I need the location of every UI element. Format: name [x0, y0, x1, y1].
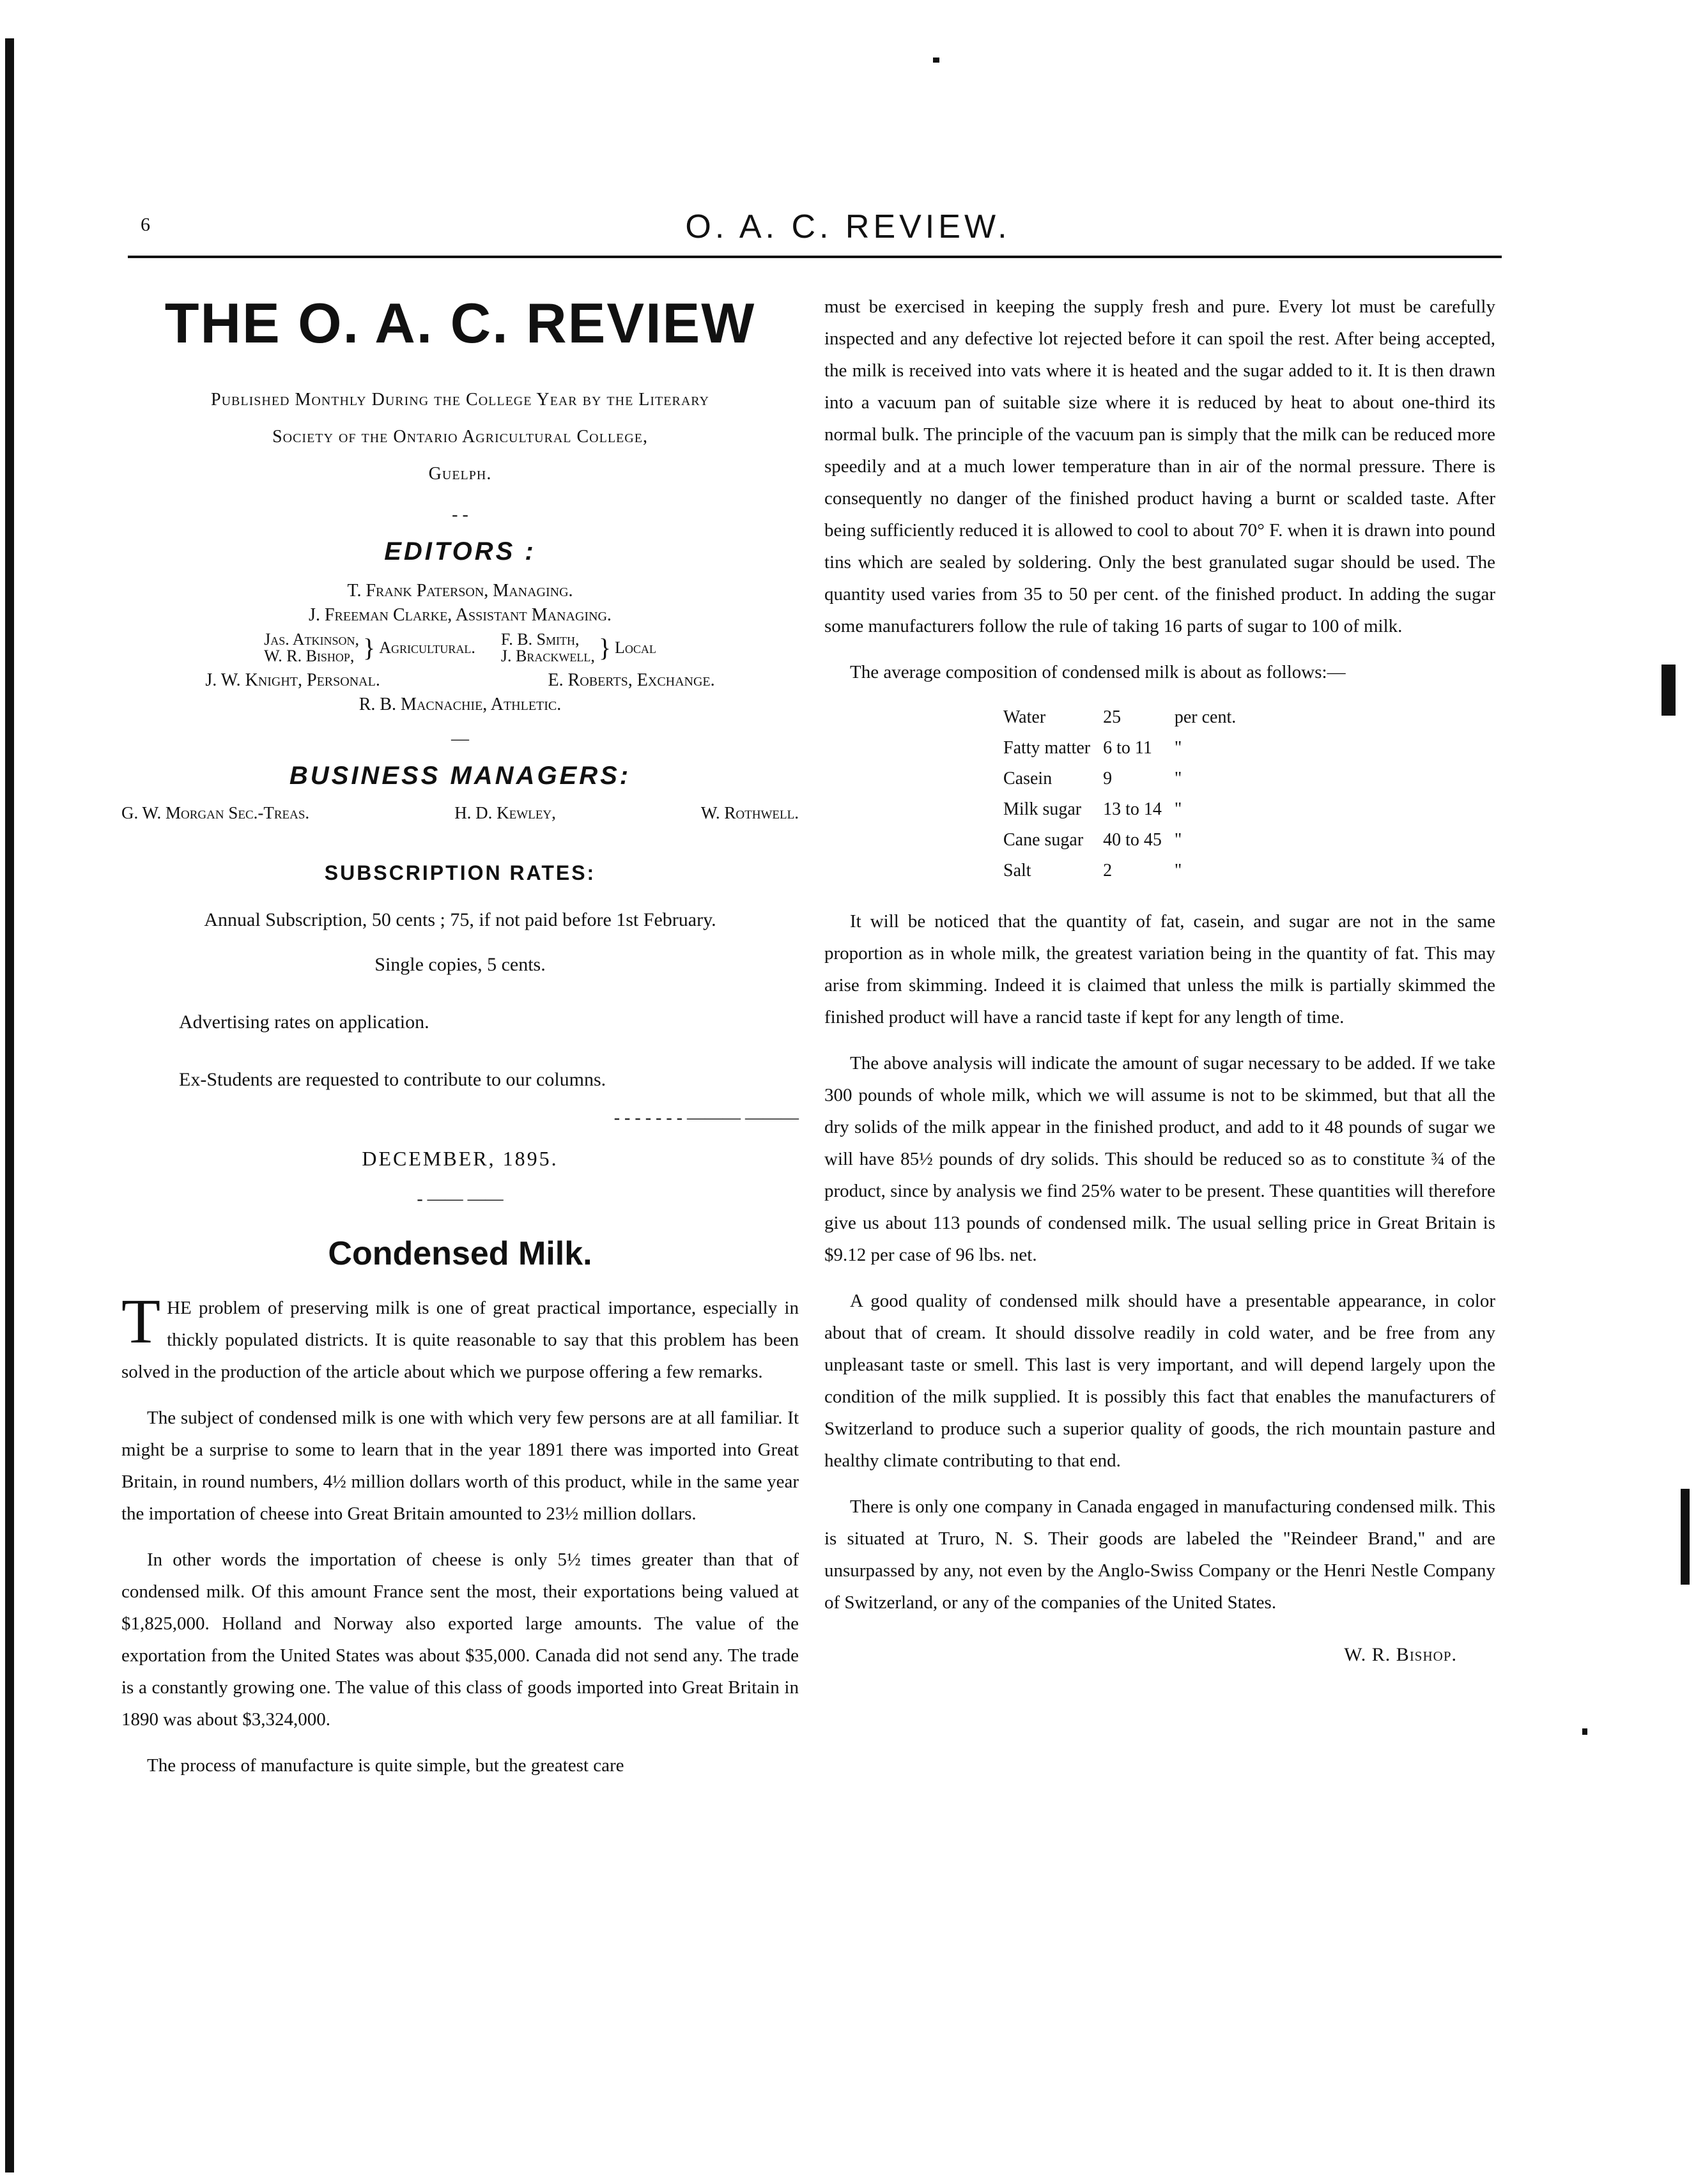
- article-paragraph: THE problem of preserving milk is one of great practical importance, especially in thickly populated districts. It is quite reasonable to say that this problem has been solved in the production of the article about which we purpose offering a few remarks.: [121, 1286, 799, 1382]
- separator: - -: [452, 505, 468, 525]
- editor-managing: T. Frank Paterson, Managing.: [347, 581, 573, 601]
- article-paragraph: The average composition of condensed milk is about as follows:—: [850, 662, 1346, 682]
- editors-personal-exchange: [121, 668, 799, 693]
- composition-value: 9: [1103, 769, 1113, 788]
- editor-athletic: R. B. Macnachie, Athletic.: [358, 695, 562, 714]
- composition-row: [1003, 825, 1249, 856]
- editor-agri-2: W. R. Bishop,: [264, 647, 355, 665]
- composition-value: 2: [1103, 861, 1113, 881]
- business-managers: [121, 803, 799, 823]
- separator: —: [451, 729, 469, 749]
- editors-agri-local: [121, 631, 799, 665]
- author-signature: W. R. Bishop.: [1344, 1644, 1457, 1665]
- publisher-line: Society of the Ontario Agricultural College,: [272, 427, 648, 447]
- masthead-title: THE O. A. C. REVIEW: [164, 291, 756, 355]
- editor-exchange: E. Roberts, Exchange.: [548, 670, 715, 690]
- editor-local-2: J. Brackwell,: [500, 647, 595, 665]
- editor-agri-1: Jas. Atkinson,: [264, 630, 360, 649]
- header-rule: [128, 256, 1502, 258]
- article-paragraph: The above analysis will indicate the amount of sugar necessary to be added. If we take 300 pounds of whole milk, which we will assume is not to be skimmed, but that all the dry solids of the milk appear in the finished product, and add to it 48 pounds of sugar we will have 85½ pounds of dry solids. This should be reduced so as to constitute ¾ of the product, since by analysis we find 25% water to be present. These quantities will therefore give us about 113 pounds of condensed milk. The usual selling price in Great Britain is $9.12 per case of 96 lbs. net.: [824, 1053, 1495, 1265]
- subscription-single: Single copies, 5 cents.: [374, 954, 546, 975]
- ink-speck: [933, 58, 939, 63]
- separator: - —— ——: [417, 1189, 504, 1209]
- exstudents-note: Ex-Students are requested to contribute to our columns.: [179, 1069, 606, 1090]
- page-number: 6: [141, 214, 150, 235]
- composition-row: [1003, 764, 1249, 794]
- composition-item: Fatty matter: [1003, 738, 1091, 758]
- article-paragraph: The subject of condensed milk is one with which very few persons are at all familiar. It might be a surprise to some to learn that in the year 1891 there was imported into Great Britain, in round numbers, 4½ million dollars worth of this product, while in the same year the importation of cheese into Great Britain amounted to 23½ million dollars.: [121, 1408, 799, 1524]
- publisher-place: Guelph.: [428, 464, 492, 484]
- ink-mark: [1661, 665, 1676, 716]
- article-paragraph: It will be noticed that the quantity of fat, casein, and sugar are not in the same proportion as in whole milk, the greatest variation being in the quantity of fat. This may arise from skimming. Indeed it is claimed that unless the milk is partially skimmed the finished product will have a rancid taste if kept for any length of time.: [824, 911, 1495, 1027]
- composition-unit: ": [1174, 769, 1182, 788]
- manager-2: H. D. Kewley,: [454, 803, 556, 822]
- brace-icon: }: [598, 633, 612, 662]
- composition-row: [1003, 794, 1249, 825]
- issue-date: DECEMBER, 1895.: [362, 1147, 559, 1170]
- publisher-line: Published Monthly During the College Year by the Literary: [211, 390, 709, 410]
- composition-row: [1003, 733, 1249, 764]
- manager-1: G. W. Morgan Sec.-Treas.: [121, 803, 310, 822]
- brace-icon: }: [363, 633, 376, 662]
- editors-heading: EDITORS :: [384, 537, 536, 565]
- ink-speck: [1582, 1728, 1587, 1735]
- composition-item: Water: [1003, 707, 1046, 727]
- article-paragraph: A good quality of condensed milk should have a presentable appearance, in color about that of cream. It should dissolve readily in cold water, and be free from any unpleasant taste or smell. This last is very important, and will depend largely upon the condition of the milk supplied. It is possibly this fact that enables the manufacturers of Switzerland to produce such a superior quality of goods, the rich mountain pasture and healthy climate contributing to that end.: [824, 1291, 1495, 1471]
- composition-row: [1003, 702, 1249, 733]
- composition-value: 6 to 11: [1103, 738, 1152, 758]
- article-paragraph: must be exercised in keeping the supply fresh and pure. Every lot must be carefully inspected and any defective lot rejected before it can spoil the rest. After being accepted, the milk is received into vats where it is heated and the sugar added to it. It is then drawn into a vacuum pan of suitable size where it is reduced by heat to about one-third its normal bulk. The principle of the vacuum pan is simply that the milk can be reduced more speedily and at a much lower temperature than in air of the normal pressure. There is consequently no danger of the finished product having a burnt or scalded taste. After being sufficiently reduced it is allowed to cool to about 70° F. when it is drawn into pound tins which are sealed by soldering. Only the best granulated sugar should be used. The quantity used varies from 35 to 50 per cent. of the finished product. In adding the sugar some manufacturers follow the rule of taking 16 parts of sugar to 100 of milk.: [824, 296, 1495, 636]
- composition-item: Salt: [1003, 861, 1031, 881]
- composition-unit: ": [1174, 861, 1182, 881]
- composition-item: Milk sugar: [1003, 799, 1082, 819]
- left-column: [121, 291, 799, 1796]
- composition-item: Casein: [1003, 769, 1052, 788]
- manager-3: W. Rothwell.: [700, 803, 799, 822]
- composition-unit: ": [1174, 799, 1182, 819]
- composition-item: Cane sugar: [1003, 830, 1084, 850]
- advertising-note: Advertising rates on application.: [179, 1011, 429, 1033]
- article-paragraph: The process of manufacture is quite simple, but the greatest care: [147, 1755, 624, 1776]
- composition-value: 13 to 14: [1103, 799, 1162, 819]
- page-edge-bar: [5, 38, 14, 2172]
- subscription-annual: Annual Subscription, 50 cents ; 75, if not paid before 1st February.: [204, 909, 716, 930]
- editor-assistant: J. Freeman Clarke, Assistant Managing.: [309, 605, 612, 625]
- agri-label: Agricultural.: [379, 638, 475, 657]
- separator: - - - - - - - ——— ———: [613, 1108, 799, 1128]
- editor-personal: J. W. Knight, Personal.: [205, 670, 380, 690]
- composition-unit: ": [1174, 738, 1182, 758]
- ink-mark: [1681, 1489, 1690, 1585]
- business-heading: BUSINESS MANAGERS:: [289, 762, 631, 790]
- composition-table: [1003, 702, 1249, 886]
- composition-value: 25: [1103, 707, 1122, 727]
- article-title: Condensed Milk.: [328, 1235, 592, 1272]
- article-paragraph: There is only one company in Canada engaged in manufacturing condensed milk. This is situated at Truro, N. S. Their goods are labeled the "Reindeer Brand," and are unsurpassed by any, not even by the Anglo-Swiss Company or the Henri Nestle Company of Switzerland, or any of the companies of the United States.: [824, 1496, 1495, 1613]
- editor-local-1: F. B. Smith,: [500, 630, 580, 649]
- composition-row: [1003, 856, 1249, 886]
- subscription-heading: SUBSCRIPTION RATES:: [324, 861, 596, 884]
- local-label: Local: [615, 638, 656, 657]
- composition-value: 40 to 45: [1103, 830, 1162, 850]
- composition-unit: per cent.: [1174, 707, 1237, 727]
- running-head: O. A. C. REVIEW.: [685, 208, 1011, 245]
- composition-unit: ": [1174, 830, 1182, 850]
- drop-cap: T: [121, 1286, 161, 1357]
- right-column: [824, 291, 1495, 1666]
- article-paragraph: In other words the importation of cheese is only 5½ times greater than that of condensed milk. Of this amount France sent the most, their exportations being valued at $1,825,000. Holland and Norway also exported large amounts. The value of the exportation from the United States was about $35,000. Canada did not send any. The trade is a constantly growing one. The value of this class of goods imported into Great Britain in 1890 was about $3,324,000.: [121, 1550, 799, 1730]
